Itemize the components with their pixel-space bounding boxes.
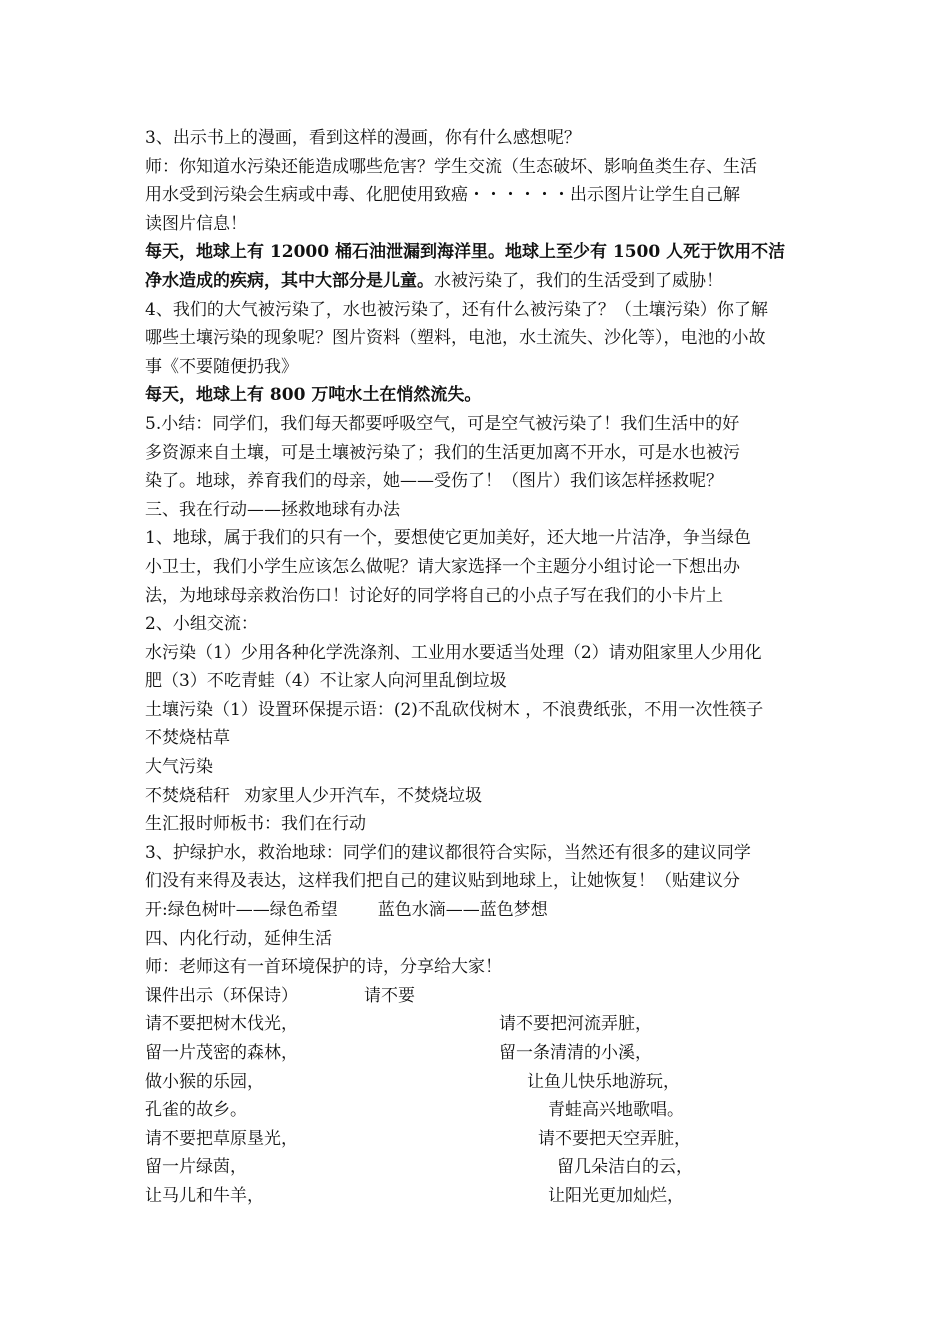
poem-left-verse: 留一片绿茵，: [145, 1157, 247, 1178]
poem-title: 请不要: [364, 985, 415, 1006]
poem-right-verse: 让鱼儿快乐地游玩，: [527, 1071, 680, 1092]
bold-fact-line: 每天，地球上有 12000 桶石油泄漏到海洋里。地球上至少有 1500 人死于饮用不洁: [145, 242, 786, 263]
air-pollution-actions: [145, 782, 813, 811]
suggestion-text: 开:绿色树叶——绿色希望: [145, 900, 338, 921]
paragraph-line: 们没有来得及表达，这样我们把自己的建议贴到地球上，让她恢复！（贴建议分: [145, 871, 740, 892]
paragraph-line: 水污染（1）少用各种化学洗涤剂、工业用水要适当处理（2）请劝阻家里人少用化: [145, 642, 762, 663]
poem-row: [145, 1068, 813, 1097]
courseware-label: 课件出示（环保诗）: [145, 985, 298, 1006]
paragraph-line: 不焚烧枯草: [145, 728, 230, 749]
poem-right-verse: 请不要把河流弄脏，: [499, 1014, 652, 1035]
paragraph-line: 1、地球，属于我们的只有一个，要想使它更加美好，还大地一片洁净，争当绿色: [145, 528, 751, 549]
mixed-fact-line: [145, 267, 813, 296]
poem-right-verse: 青蛙高兴地歌唱。: [548, 1100, 684, 1121]
paragraph-line: 法，为地球母亲救治伤口！讨论好的同学将自己的小点子写在我们的小卡片上: [145, 585, 723, 606]
poem-header-line: [145, 982, 813, 1011]
paragraph-line: 读图片信息！: [145, 213, 247, 234]
poem-left-verse: 让马儿和牛羊，: [145, 1185, 264, 1206]
poem-right-verse: 留一条清清的小溪，: [499, 1043, 652, 1063]
poem-row: [145, 1096, 813, 1125]
paragraph-line: 3、出示书上的漫画，看到这样的漫画，你有什么感想呢？: [145, 128, 581, 148]
poem-left-verse: 请不要把树木伐光，: [145, 1014, 298, 1035]
document-body: [145, 124, 813, 1211]
poem-row: [145, 1039, 813, 1068]
bold-fact-line: 每天，地球上有 800 万吨水土在悄然流失。: [145, 385, 482, 406]
bold-fact-text: 净水造成的疾病，其中大部分是儿童。: [145, 270, 434, 291]
section-heading: 四、内化行动，延伸生活: [145, 928, 332, 949]
poem-left-verse: 孔雀的故乡。: [145, 1100, 247, 1121]
paragraph-line: 师：你知道水污染还能造成哪些危害？学生交流（生态破坏、影响鱼类生存、生活: [145, 156, 757, 177]
paragraph-line: 土壤污染（1）设置环保提示语：(2)不乱砍伐树木 ，不浪费纸张，不用一次性筷子: [145, 699, 764, 720]
paragraph-line: 小卫士，我们小学生应该怎么做呢？请大家选择一个主题分小组讨论一下想出办: [145, 556, 740, 577]
suggestion-line: [145, 896, 813, 925]
normal-fact-text: 水被污染了，我们的生活受到了威胁！: [434, 270, 723, 291]
paragraph-line: 5.小结：同学们，我们每天都要呼吸空气，可是空气被污染了！我们生活中的好: [145, 413, 740, 434]
paragraph-line: 用水受到污染会生病或中毒、化肥使用致癌・・・・・・出示图片让学生自己解: [145, 185, 740, 206]
paragraph-line: 2、小组交流：: [145, 614, 258, 635]
poem-left-verse: 请不要把草原垦光，: [145, 1128, 298, 1149]
paragraph-line: 肥（3）不吃青蛙（4）不让家人向河里乱倒垃圾: [145, 671, 507, 692]
poem-row: [145, 1153, 813, 1182]
paragraph-line: 多资源来自土壤，可是土壤被污染了；我们的生活更加离不开水，可是水也被污: [145, 442, 740, 463]
paragraph-line: 师：老师这有一首环境保护的诗，分享给大家！: [145, 957, 502, 978]
poem-right-verse: 请不要把天空弄脏，: [538, 1128, 691, 1149]
paragraph-line: 哪些土壤污染的现象呢？图片资料（塑料，电池，水土流失、沙化等），电池的小故: [145, 328, 766, 349]
paragraph-line: 事《不要随便扔我》: [145, 356, 298, 377]
poem-row: [145, 1182, 813, 1211]
poem-left-verse: 留一片茂密的森林，: [145, 1043, 298, 1063]
section-heading: 三、我在行动——拯救地球有办法: [145, 499, 400, 520]
suggestion-text: 蓝色水滴——蓝色梦想: [377, 900, 548, 921]
poem-row: [145, 1125, 813, 1154]
paragraph-line: 大气污染: [145, 757, 213, 778]
poem-right-verse: 让阳光更加灿烂，: [548, 1185, 684, 1206]
poem-row: [145, 1010, 813, 1039]
poem-right-verse: 留几朵洁白的云，: [557, 1157, 693, 1178]
paragraph-line: 染了。地球，养育我们的母亲，她——受伤了！（图片）我们该怎样拯救呢？: [145, 471, 723, 492]
poem-left-verse: 做小猴的乐园，: [145, 1071, 264, 1092]
paragraph-line: 3、护绿护水，救治地球：同学们的建议都很符合实际，当然还有很多的建议同学: [145, 842, 751, 863]
paragraph-line: 生汇报时师板书：我们在行动: [145, 814, 366, 835]
paragraph-line: 4、我们的大气被污染了，水也被污染了，还有什么被污染了？（土壤污染）你了解: [145, 299, 768, 320]
action-text: 不焚烧秸秆: [145, 785, 230, 806]
action-text: 劝家里人少开汽车，不焚烧垃圾: [244, 785, 482, 806]
